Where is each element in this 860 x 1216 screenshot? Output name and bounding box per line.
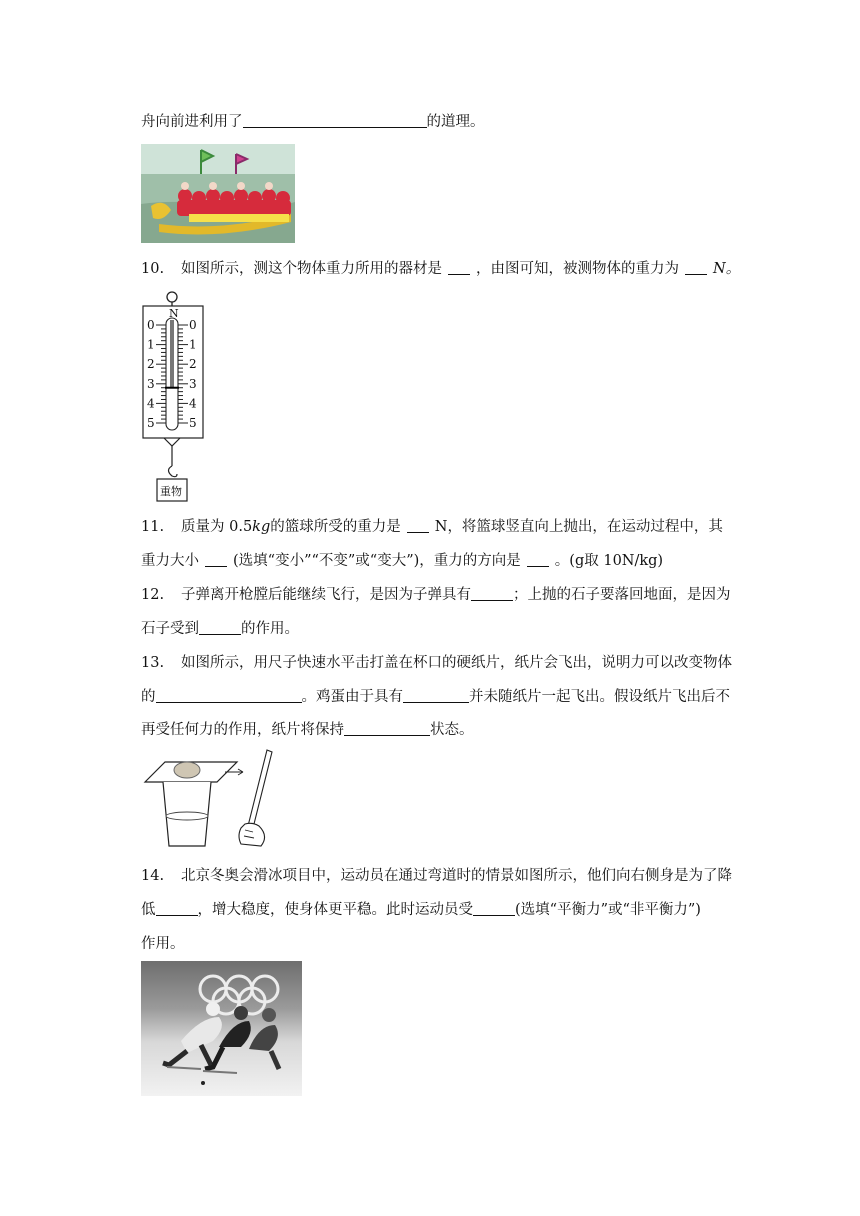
- q11-text-e: (选填“变小”“不变”或“变大”)，重力的方向是: [233, 553, 521, 569]
- q12-answer-blank-2[interactable]: [199, 620, 241, 635]
- q12-line-1: [141, 585, 731, 605]
- q14-line-1: [141, 866, 732, 886]
- q10-text-a: 如图所示，测这个物体重力所用的器材是: [181, 261, 442, 277]
- q13-text-a: 如图所示，用尺子快速水平击打盖在杯口的硬纸片，纸片会飞出，说明力可以改变物体: [181, 655, 732, 671]
- q12-number: 12.: [141, 587, 165, 603]
- q13-answer-blank-1[interactable]: [156, 688, 302, 703]
- q11-unit-kg: kg: [252, 519, 271, 535]
- spring-scale-diagram: [141, 288, 207, 506]
- scale-label-right: 0: [189, 318, 197, 332]
- weight-label: 重物: [160, 485, 182, 498]
- q14-text-d: (选填“平衡力”或“非平衡力”): [515, 902, 701, 918]
- q10-text-b: ，由图可知，被测物体的重力为: [476, 261, 679, 277]
- scale-label-left: 1: [147, 337, 155, 352]
- q9-text-a: 舟向前进利用了: [141, 114, 243, 130]
- cup-card-egg-diagram: [141, 746, 281, 850]
- dragon-boat-image: [141, 144, 295, 243]
- scale-label-right: 3: [189, 376, 197, 391]
- scale-label-right: 1: [189, 337, 197, 352]
- scale-label-left: 4: [147, 396, 155, 411]
- q12-line-2: [141, 619, 299, 639]
- q11-text-d: 重力大小: [141, 553, 199, 569]
- q14-number: 14.: [141, 868, 165, 884]
- q12-text-a: 子弹离开枪膛后能继续飞行，是因为子弹具有: [181, 587, 471, 603]
- q13-line-3: [141, 720, 474, 740]
- q10-line: [141, 259, 740, 279]
- scale-label-left: 0: [147, 318, 155, 332]
- speed-skating-image: [141, 961, 302, 1096]
- q11-text-b: 的篮球所受的重力是: [270, 519, 401, 535]
- q11-text-f: 。(g取 10N/kg): [554, 553, 664, 569]
- scale-label-right: 4: [189, 396, 197, 411]
- scale-label-right: 5: [189, 416, 197, 430]
- scale-label-right: 2: [189, 357, 197, 372]
- q13-text-f: 状态。: [430, 722, 474, 738]
- q9-text-b: 的道理。: [426, 114, 485, 130]
- q9-line: [141, 112, 485, 132]
- q13-answer-blank-2[interactable]: [403, 688, 469, 703]
- scale-label-left: 3: [147, 376, 155, 391]
- q12-answer-blank-1[interactable]: [471, 586, 513, 601]
- q14-answer-blank-2[interactable]: [473, 901, 515, 916]
- q11-answer-blank-3[interactable]: [527, 552, 549, 567]
- q14-text-e: 作用。: [141, 936, 185, 952]
- q11-answer-blank-1[interactable]: [407, 518, 429, 533]
- q14-text-a: 北京冬奥会滑冰项目中，运动员在通过弯道时的情景如图所示，他们向右侧身是为了降: [181, 868, 732, 884]
- q10-answer-blank-1[interactable]: [448, 260, 470, 275]
- q13-line-1: [141, 653, 732, 673]
- q13-text-e: 再受任何力的作用，纸片将保持: [141, 722, 344, 738]
- q13-text-b: 的: [141, 689, 156, 705]
- q10-unit: N。: [713, 261, 741, 277]
- q12-text-d: 的作用。: [241, 621, 299, 637]
- scale-label-left: 2: [147, 357, 155, 372]
- q13-number: 13.: [141, 655, 165, 671]
- q10-answer-blank-2[interactable]: [685, 260, 707, 275]
- q11-number: 11.: [141, 519, 165, 535]
- q11-text-a: 质量为 0.5: [181, 519, 253, 535]
- q13-line-2: [141, 687, 730, 707]
- q10-number: 10.: [141, 261, 165, 277]
- q13-text-c: 。鸡蛋由于具有: [301, 689, 403, 705]
- q14-answer-blank-1[interactable]: [156, 901, 198, 916]
- q11-line-1: [141, 517, 723, 537]
- q14-text-b: 低: [141, 902, 156, 918]
- q9-answer-blank[interactable]: [243, 113, 427, 128]
- q13-answer-blank-3[interactable]: [344, 721, 430, 736]
- q11-text-c: N，将篮球竖直向上抛出，在运动过程中，其: [434, 519, 723, 535]
- scale-label-left: 5: [147, 416, 155, 430]
- q14-text-c: ，增大稳度，使身体更平稳。此时运动员受: [197, 902, 473, 918]
- scale-unit-label: N: [169, 307, 179, 320]
- q14-line-2: [141, 900, 701, 920]
- q12-text-c: 石子受到: [141, 621, 199, 637]
- q12-text-b: ；上抛的石子要落回地面，是因为: [513, 587, 731, 603]
- q11-answer-blank-2[interactable]: [205, 552, 227, 567]
- q11-line-2: [141, 551, 663, 571]
- q14-line-3: [141, 934, 185, 954]
- q13-text-d: 并未随纸片一起飞出。假设纸片飞出后不: [469, 689, 730, 705]
